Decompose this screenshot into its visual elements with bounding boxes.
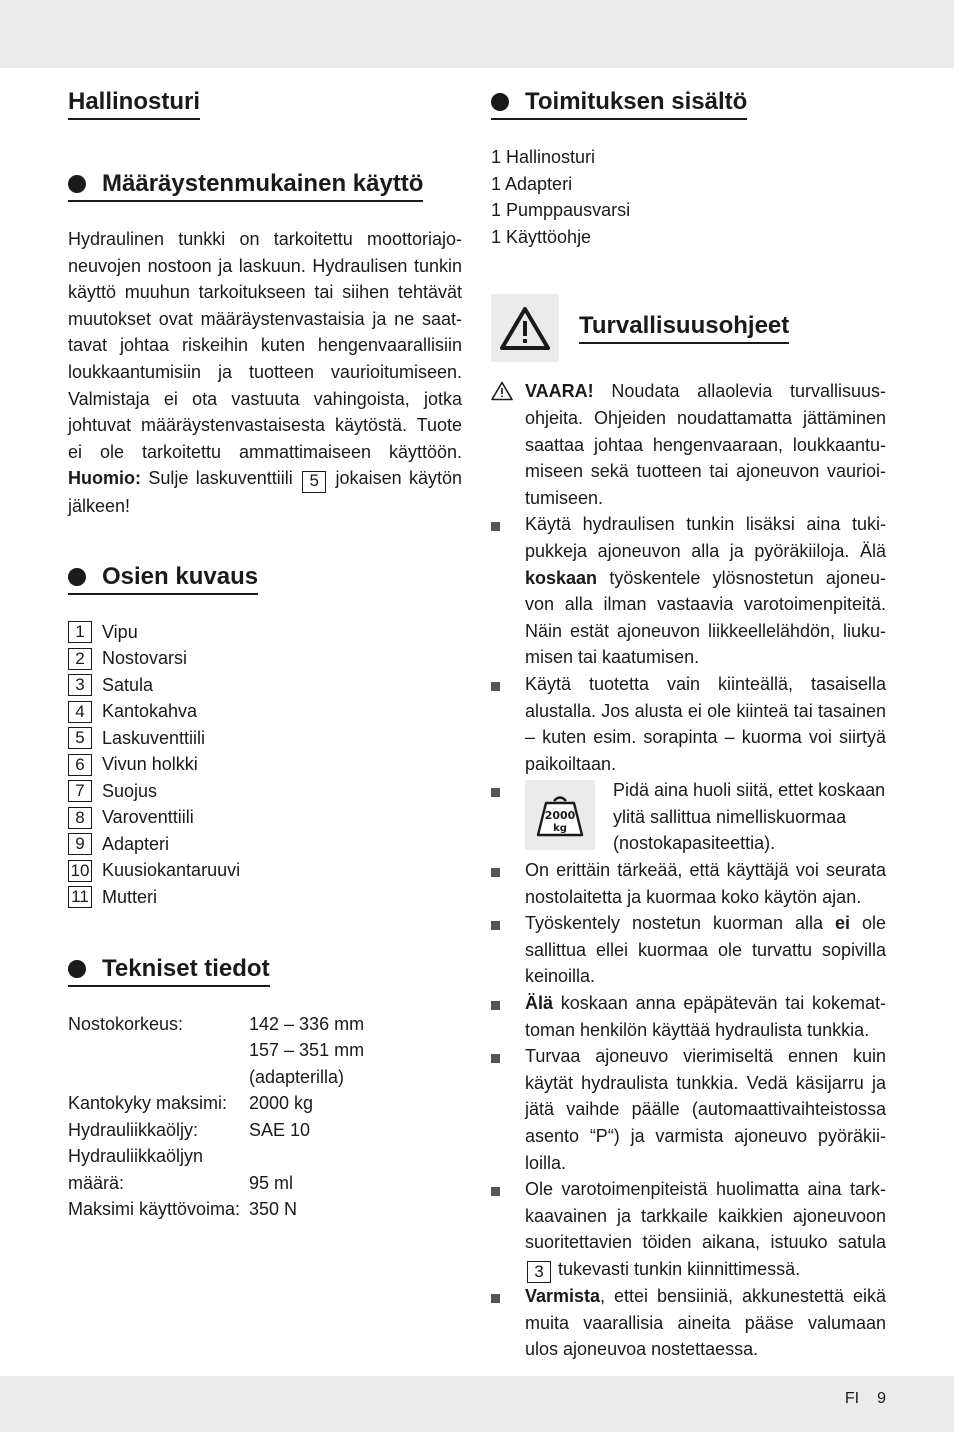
part-number: 2	[68, 648, 92, 670]
right-column	[491, 88, 886, 1363]
part-number: 10	[68, 860, 92, 882]
tech-key: Hydrauliikkaöljyn	[68, 1146, 204, 1167]
parts-heading: Osien kuvaus	[68, 563, 258, 595]
danger-label: VAARA!	[525, 381, 594, 402]
part-number: 1	[68, 621, 92, 643]
square-bullet-icon	[491, 1294, 500, 1303]
part-number: 7	[68, 780, 92, 802]
tech-key: Hydrauliikkaöljy:	[68, 1119, 199, 1140]
bullet-icon	[491, 93, 509, 111]
safety-heading: Turvallisuusohjeet	[579, 312, 789, 344]
note-label: Huomio:	[68, 468, 141, 489]
safety-item: 2000 kg Pidä aina huoli siitä, ettet koskaan ylitä sallittua nimelliskuormaa (nostokapasiteettia).	[491, 777, 886, 857]
part-item	[68, 646, 462, 673]
usage-section	[68, 170, 462, 519]
part-item	[68, 778, 462, 805]
tech-key: määrä:	[68, 1172, 125, 1193]
part-number: 6	[68, 754, 92, 776]
usage-text: Hydraulinen tunkki on tarkoitettu moottoriajoneuvojen nostoon ja laskuun. Hydraulisen tunkin käyttö muuhun tarkoitukseen tai siihen tehtävät muutokset ovat määräystenvastaisia ja ne saattavat johtaa riskeihin kuten hengenvaarallisiin loukkaantumisiin ja tuotteen vaurioitumiseen. Valmistaja ei ota vastuuta vahingoista, jotka johtuvat määräystenvastaisesta käytöstä. Tuote ei ole tarkoitettu ammattimaiseen käyttöön. Huomio: Sulje laskuventtiili 5 jokaisen käytön jälkeen!	[68, 229, 462, 516]
part-number: 11	[68, 886, 92, 908]
page-footer	[845, 1390, 886, 1408]
safety-item: Älä koskaan anna epäpätevän tai kokemattoman henkilön käyttää hydraulista tunkkia.	[491, 990, 886, 1043]
part-ref-3: 3	[527, 1261, 551, 1283]
tech-key	[68, 1037, 249, 1090]
square-bullet-icon	[491, 1054, 500, 1063]
square-bullet-icon	[491, 1001, 500, 1010]
tech-value: 95 ml	[249, 1172, 294, 1193]
danger-item: VAARA! Noudata allaolevia turvallisuusohjeita. Ohjeiden noudattamatta jättäminen saattaa johtaa hengenvaaraan, loukkaantumiseen sekä tuotteen tai ajoneuvon vaurioitumiseen.	[491, 378, 886, 511]
safety-item: Työskentely nostetun kuorman alla ei ole sallittua ellei kuormaa ole turvattu sopivilla keinoilla.	[491, 910, 886, 990]
part-number: 9	[68, 833, 92, 855]
part-item	[68, 884, 462, 911]
part-number: 4	[68, 701, 92, 723]
square-bullet-icon	[491, 682, 500, 691]
tech-value: 142 – 336 mm	[249, 1013, 365, 1034]
part-label: Suojus	[102, 780, 158, 801]
part-item	[68, 619, 462, 646]
footer-band	[0, 1376, 954, 1432]
safety-item: Ole varotoimenpiteistä huolimatta aina tarkkaavainen ja tarkkaile kaikkien ajoneuvoon suoritettavien töiden aikana, istuuko satula 3 tukevasti tunkin kiinnittimessä.	[491, 1176, 886, 1283]
document-title: Hallinosturi	[68, 88, 200, 120]
part-label: Satula	[102, 674, 154, 695]
weight-limit-icon	[525, 780, 595, 850]
part-item	[68, 699, 462, 726]
part-number: 8	[68, 807, 92, 829]
tech-value: 350 N	[249, 1199, 298, 1220]
part-item	[68, 672, 462, 699]
part-item	[68, 725, 462, 752]
part-label: Kuusiokantaruuvi	[102, 860, 241, 881]
part-item	[68, 831, 462, 858]
parts-list	[68, 619, 462, 911]
part-item	[68, 858, 462, 885]
page-number: 9	[877, 1390, 886, 1407]
square-bullet-icon	[491, 1187, 500, 1196]
warning-triangle-icon	[491, 294, 559, 362]
parts-section	[68, 563, 462, 911]
part-label: Adapteri	[102, 833, 170, 854]
square-bullet-icon	[491, 788, 500, 797]
part-item	[68, 805, 462, 832]
safety-header	[491, 294, 886, 362]
part-label: Kantokahva	[102, 701, 198, 722]
part-label: Vipu	[102, 621, 138, 642]
bullet-icon	[68, 175, 86, 193]
part-item	[68, 752, 462, 779]
bullet-icon	[68, 960, 86, 978]
left-column	[68, 88, 462, 1223]
tech-value: SAE 10	[249, 1119, 311, 1140]
safety-item: Käytä tuotetta vain kiinteällä, tasaisella alustalla. Jos alusta ei ole kiinteä tai tasainen – kuten esim. sorapinta – kuorma voi siirtyä paikoiltaan.	[491, 671, 886, 777]
tech-value: 2000 kg	[249, 1093, 314, 1114]
safety-item: On erittäin tärkeää, että käyttäjä voi seurata nostolaitetta ja kuormaa koko käytön ajan.	[491, 857, 886, 910]
square-bullet-icon	[491, 522, 500, 531]
delivery-item: 1 Adapteri	[491, 173, 573, 194]
safety-item: Varmista, ettei bensiiniä, akkunestettä eikä muita vaarallisia aineita pääse valumaan ulos ajoneuvoa nostettaessa.	[491, 1283, 886, 1363]
delivery-list	[491, 144, 886, 250]
delivery-item: 1 Käyttöohje	[491, 226, 592, 247]
part-label: Laskuventtiili	[102, 727, 206, 748]
tech-value	[249, 1143, 462, 1170]
tech-key: Maksimi käyttövoima:	[68, 1199, 241, 1220]
header-band	[0, 0, 954, 68]
bullet-icon	[68, 568, 86, 586]
safety-list	[491, 378, 886, 1363]
tech-key: Nostokorkeus:	[68, 1013, 184, 1034]
delivery-item: 1 Pumppausvarsi	[491, 200, 631, 221]
usage-heading	[68, 170, 423, 202]
part-label: Vivun holkki	[102, 754, 198, 775]
part-label: Varoventtiili	[102, 807, 194, 828]
language-code: FI	[844, 1390, 860, 1407]
part-label: Nostovarsi	[102, 648, 188, 669]
square-bullet-icon	[491, 921, 500, 930]
safety-item: Turvaa ajoneuvo vierimiseltä ennen kuin käytät hydraulista tunkkia. Vedä käsijarru ja jätä vaihde päälle (automaattivaihteistossa asento “P“) ja varmista ajoneuvo pyöräkiiloilla.	[491, 1043, 886, 1176]
square-bullet-icon	[491, 868, 500, 877]
tech-table	[68, 1011, 462, 1223]
svg-text:2000: 2000	[544, 809, 576, 823]
tech-heading: Tekniset tiedot	[68, 955, 270, 987]
part-number: 3	[68, 674, 92, 696]
part-label: Mutteri	[102, 886, 158, 907]
tech-value: 157 – 351 mm (adapterilla)	[249, 1040, 365, 1087]
part-ref-5: 5	[302, 471, 326, 493]
safety-item: Käytä hydraulisen tunkin lisäksi aina tukipukkeja ajoneuvon alla ja pyöräkiiloja. Älä koskaan työskentele ylösnostetun ajoneuvon alla ilman vastaavia varotoimenpiteitä. Näin estät ajoneuvon liikkeellelähdön, liukumisen tai kaatumisen.	[491, 511, 886, 671]
tech-section	[68, 955, 462, 1223]
svg-text:kg: kg	[553, 823, 567, 835]
usage-heading-text: Määräystenmukainen käyttö	[102, 170, 424, 197]
warning-small-icon	[491, 381, 513, 401]
part-number: 5	[68, 727, 92, 749]
tech-key: Kantokyky maksimi:	[68, 1093, 228, 1114]
delivery-item: 1 Hallinosturi	[491, 147, 596, 167]
delivery-heading: Toimituksen sisältö	[491, 88, 747, 120]
